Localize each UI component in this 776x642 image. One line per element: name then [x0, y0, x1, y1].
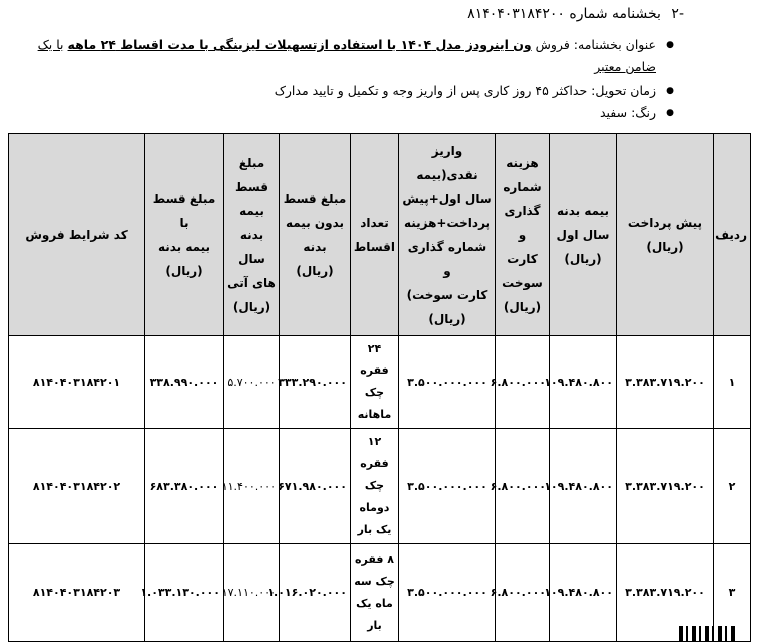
installment-without-insurance-cell: ۶۷۱.۹۸۰.۰۰۰: [280, 429, 351, 544]
header-installment-without-insurance: مبلغ قسط بدون بیمه بدنه (ریال): [280, 134, 351, 336]
sales-code-cell: ۸۱۴۰۴۰۳۱۸۴۲۰۲: [9, 429, 145, 544]
color-bullet: ● رنگ: سفید: [36, 102, 656, 124]
table-row: [9, 429, 751, 544]
future-insurance-cell: ۵.۷۰۰.۰۰۰: [224, 336, 280, 429]
qr-code-icon: [679, 626, 737, 641]
prepayment-cell: ۳.۳۸۳.۷۱۹.۲۰۰: [617, 544, 714, 642]
insurance-cell: ۱۰۹.۴۸۰.۸۰۰: [550, 544, 617, 642]
sales-conditions-table: [8, 133, 751, 642]
installment-with-insurance-cell: ۱.۰۳۳.۱۳۰.۰۰۰: [145, 544, 224, 642]
cash-deposit-cell: ۳.۵۰۰.۰۰۰.۰۰۰: [399, 336, 496, 429]
cash-deposit-cell: ۳.۵۰۰.۰۰۰.۰۰۰: [399, 429, 496, 544]
insurance-cell: ۱۰۹.۴۸۰.۸۰۰: [550, 429, 617, 544]
installment-count-cell: ۲۴ فقره چک ماهانه: [351, 336, 399, 429]
prepayment-cell: ۳.۳۸۳.۷۱۹.۲۰۰: [617, 336, 714, 429]
insurance-cell: ۱۰۹.۴۸۰.۸۰۰: [550, 336, 617, 429]
title-plain: فروش: [535, 37, 570, 52]
fees-cell: ۶.۸۰۰.۰۰۰: [496, 336, 550, 429]
title-bullet: [36, 34, 656, 78]
prepayment-cell: ۳.۳۸۳.۷۱۹.۲۰۰: [617, 429, 714, 544]
header-plate-fuel-card-fees: هزینه شماره گذاری و کارت سوخت (ریال): [496, 134, 550, 336]
header-row-number: ردیف: [714, 134, 751, 336]
fees-cell: ۶.۸۰۰.۰۰۰: [496, 429, 550, 544]
table-row: [9, 336, 751, 429]
future-insurance-cell: ۱۷.۱۱۰.۰۰۰: [224, 544, 280, 642]
header-insurance-first-year: بیمه بدنه سال اول (ریال): [550, 134, 617, 336]
row-number: ۱: [714, 336, 751, 429]
cash-deposit-cell: ۳.۵۰۰.۰۰۰.۰۰۰: [399, 544, 496, 642]
sales-code-cell: ۸۱۴۰۴۰۳۱۸۴۲۰۱: [9, 336, 145, 429]
circular-heading: [467, 6, 684, 22]
header-sales-code: کد شرایط فروش: [9, 134, 145, 336]
title-label: عنوان بخشنامه:: [573, 37, 656, 52]
header-cash-deposit: واریز نقدی(بیمه سال اول+پیش پرداخت+هزینه شماره گذاری و کارت سوخت) (ریال): [399, 134, 496, 336]
header-installment-with-insurance: مبلغ قسط با بیمه بدنه (ریال): [145, 134, 224, 336]
row-number: ۲: [714, 429, 751, 544]
section-number: -۲: [671, 6, 684, 22]
header-installment-count: تعداد اقساط: [351, 134, 399, 336]
sales-code-cell: ۸۱۴۰۴۰۳۱۸۴۲۰۳: [9, 544, 145, 642]
installment-without-insurance-cell: ۳۳۳.۲۹۰.۰۰۰: [280, 336, 351, 429]
header-prepayment: پیش پرداخت (ریال): [617, 134, 714, 336]
installment-count-cell: ۸ فقره چک سه ماه یک بار: [351, 544, 399, 642]
installment-without-insurance-cell: ۱.۰۱۶.۰۲۰.۰۰۰: [280, 544, 351, 642]
installment-with-insurance-cell: ۶۸۳.۳۸۰.۰۰۰: [145, 429, 224, 544]
table-header-row: [9, 134, 751, 336]
circular-details: [36, 34, 656, 124]
header-future-insurance-installment: مبلغ قسط بیمه بدنه سال های آتی (ریال): [224, 134, 280, 336]
installment-count-cell: ۱۲ فقره چک دوماه یک بار: [351, 429, 399, 544]
fees-cell: ۶.۸۰۰.۰۰۰: [496, 544, 550, 642]
title-bold: ون اینرودز مدل ۱۴۰۴ با استفاده ازتسهیلات لیزینگی با مدت اقساط ۲۴ ماهه: [67, 37, 532, 52]
circular-number: بخشنامه شماره ۸۱۴۰۴۰۳۱۸۴۲۰۰: [467, 6, 661, 22]
delivery-bullet: ● زمان تحویل: حداکثر ۴۵ روز کاری پس از واریز وجه و تکمیل و تایید مدارک: [36, 80, 656, 102]
row-number: ۳: [714, 544, 751, 642]
title-tail: با یک ضامن معتبر: [37, 37, 656, 74]
table-row: [9, 544, 751, 642]
installment-with-insurance-cell: ۳۳۸.۹۹۰.۰۰۰: [145, 336, 224, 429]
future-insurance-cell: ۱۱.۴۰۰.۰۰۰: [224, 429, 280, 544]
